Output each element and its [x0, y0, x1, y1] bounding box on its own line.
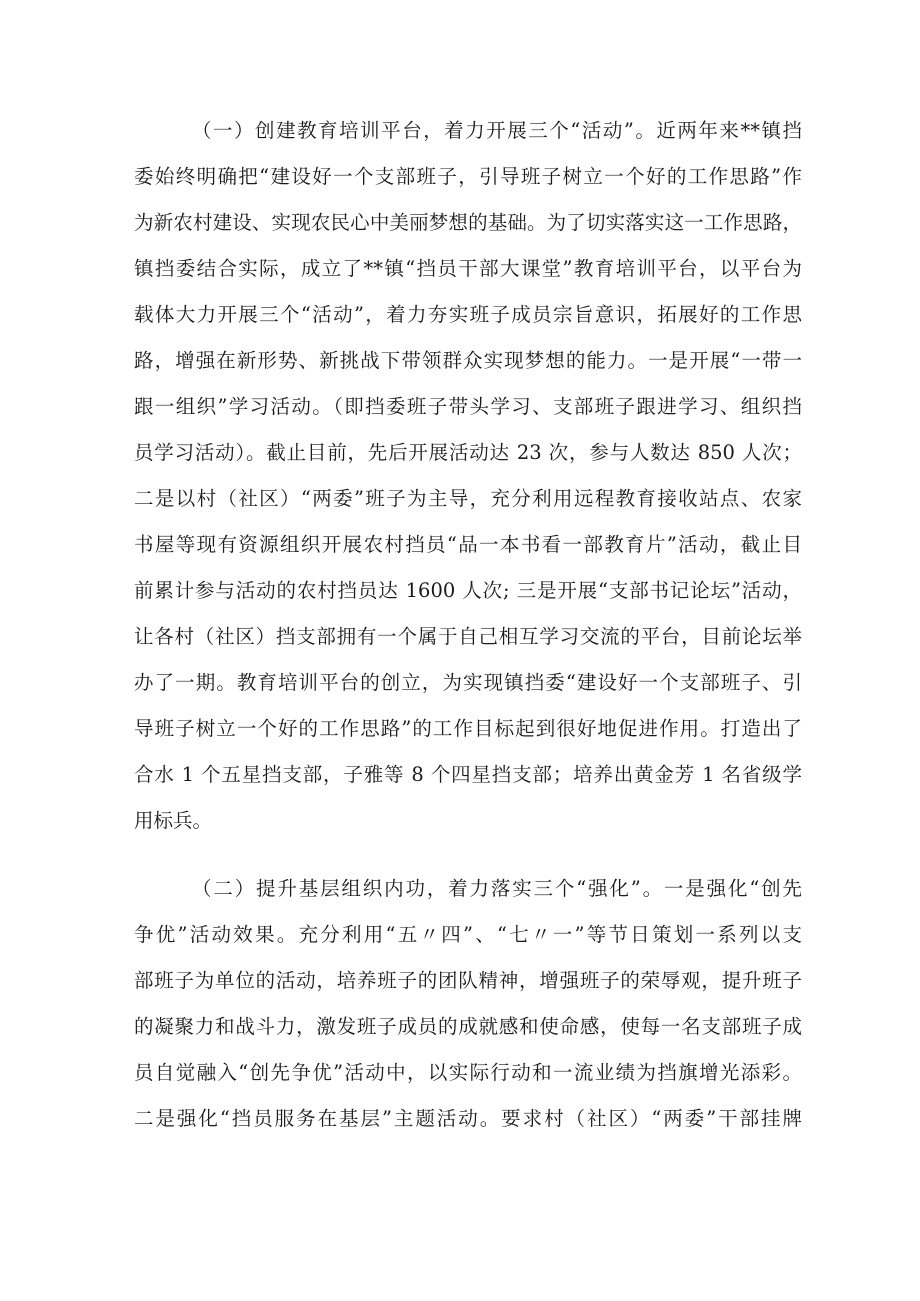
paragraph-line: 载体大力开展三个“活动”，着力夯实班子成员宗旨意识，拓展好的工作思: [134, 303, 802, 326]
paragraph-line: 部班子为单位的活动，培养班子的团队精神，增强班子的荣辱观，提升班子: [134, 969, 802, 992]
paragraph-line: 办了一期。教育培训平台的创立，为实现镇挡委“建设好一个支部班子、引: [134, 671, 802, 694]
paragraph-2: [134, 866, 802, 1142]
paragraph-line: 委始终明确把“建设好一个支部班子，引导班子树立一个好的工作思路”作: [134, 165, 802, 188]
paragraph-line: 员自觉融入“创先争优”活动中，以实际行动和一流业绩为挡旗增光添彩。: [134, 1061, 802, 1084]
paragraph-line: 跟一组织”学习活动。（即挡委班子带头学习、支部班子跟进学习、组织挡: [134, 395, 802, 418]
paragraph-line: 二是强化“挡员服务在基层”主题活动。要求村（社区）“两委”干部挂牌: [134, 1107, 802, 1130]
paragraph-1: [134, 108, 802, 844]
paragraph-line: 导班子树立一个好的工作思路”的工作目标起到很好地促进作用。打造出了: [134, 717, 802, 740]
paragraph-line: 用标兵。: [134, 809, 213, 832]
paragraph-line: 争优”活动效果。充分利用“五〃四”、“七〃一”等节日策划一系列以支: [134, 923, 802, 946]
paragraph-line: 路，增强在新形势、新挑战下带领群众实现梦想的能力。一是开展“一带一: [134, 349, 802, 372]
paragraph-line: 前累计参与活动的农村挡员达 1600 人次; 三是开展“支部书记论坛”活动，: [134, 579, 802, 602]
paragraph-line: 二是以村（社区）“两委”班子为主导，充分利用远程教育接收站点、农家: [134, 487, 802, 510]
paragraph-line: （二）提升基层组织内功，着力落实三个“强化”。一是强化“创先: [192, 877, 802, 900]
paragraph-line: 员学习活动）。截止目前，先后开展活动达 23 次，参与人数达 850 人次；: [134, 441, 802, 464]
paragraph-line: 书屋等现有资源组织开展农村挡员“品一本书看一部教育片”活动，截止目: [134, 533, 802, 556]
paragraph-line: 让各村（社区）挡支部拥有一个属于自己相互学习交流的平台，目前论坛举: [134, 625, 802, 648]
paragraph-line: 合水 1 个五星挡支部，子雅等 8 个四星挡支部；培养出黄金芳 1 名省级学: [134, 763, 802, 786]
paragraph-line: 为新农村建设、实现农民心中美丽梦想的基础。为了切实落实这一工作思路，: [134, 211, 802, 234]
paragraph-line: 的凝聚力和战斗力，激发班子成员的成就感和使命感，使每一名支部班子成: [134, 1015, 802, 1038]
paragraph-line: （一）创建教育培训平台，着力开展三个“活动”。近两年来**镇挡: [192, 119, 802, 142]
paragraph-line: 镇挡委结合实际，成立了**镇“挡员干部大课堂”教育培训平台，以平台为: [134, 257, 802, 280]
